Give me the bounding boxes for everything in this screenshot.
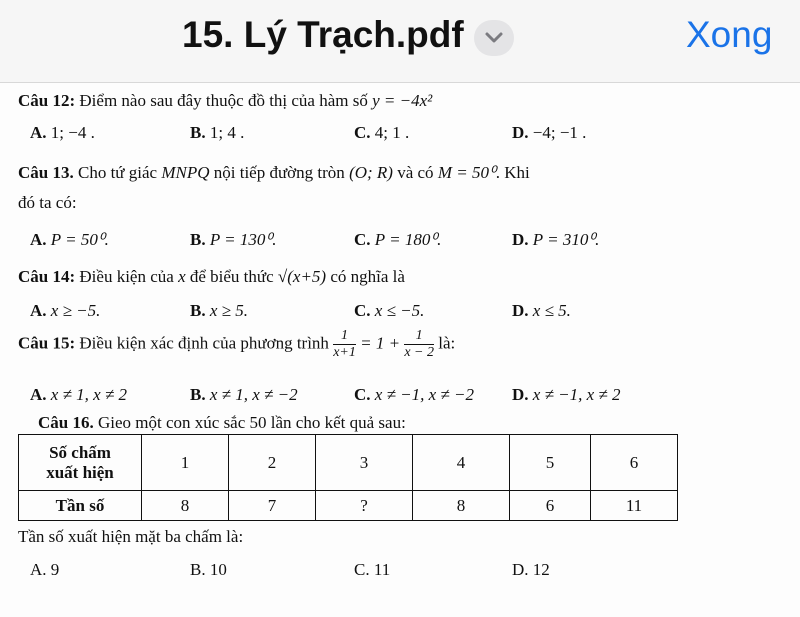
q15-fraction-1: $\frac{1}{x+1}$ [333,328,356,360]
table-cell: 7 [229,491,316,521]
table-cell: 8 [142,491,229,521]
q13-option-b: B. P = 130⁰. [190,230,277,249]
question-14: Câu 14: Điều kiện của x để biểu thức √(x+5) có nghĩa là [18,267,405,286]
chevron-down-icon [474,20,514,56]
table-cell: 5 [510,435,591,491]
table-cell: 11 [591,491,678,521]
frequency-table [18,434,678,521]
q16-question: Tần số xuất hiện mặt ba chấm là: [18,527,244,546]
table-row [19,435,678,491]
q12-label: Câu 12: [18,91,76,110]
q12-option-a: A. 1; −4 . [30,123,95,142]
question-15: Câu 15: Điều kiện xác định của phương trình $\frac{1}{x+1}$ = 1 + $\frac{1}{x - 2}$ là: [18,328,456,360]
q16-option-a: A. 9 [30,560,60,579]
q12-option-d: D. −4; −1 . [512,123,587,142]
table-cell: 6 [510,491,591,521]
q15-label: Câu 15: [18,333,76,353]
q15-option-c: C. x ≠ −1, x ≠ −2 [354,385,474,404]
q13-option-d: D. P = 310⁰. [512,230,600,249]
q14-option-c: C. x ≤ −5. [354,301,425,320]
q12-option-c: C. 4; 1 . [354,123,410,142]
table-cell: 3 [316,435,413,491]
q16-option-b: B. 10 [190,560,227,579]
done-button[interactable]: Xong [686,14,773,55]
q14-option-d: D. x ≤ 5. [512,301,571,320]
q13-line2: đó ta có: [18,193,77,212]
title-menu-button[interactable] [474,20,514,56]
q16-label: Câu 16. [38,413,94,432]
navigation-bar [0,0,800,83]
q15-option-b: B. x ≠ 1, x ≠ −2 [190,385,298,404]
table-cell: 1 [142,435,229,491]
q15-option-d: D. x ≠ −1, x ≠ 2 [512,385,621,404]
q15-option-a: A. x ≠ 1, x ≠ 2 [30,385,128,404]
question-13: Câu 13. Cho tứ giác MNPQ nội tiếp đường tròn (O; R) và có M = 50⁰. Khi [18,163,530,182]
document-title[interactable]: 15. Lý Trạch.pdf [182,14,464,55]
q12-option-b: B. 1; 4 . [190,123,245,142]
table-header-frequency: Tần số [19,491,142,521]
q15-fraction-2: $\frac{1}{x - 2}$ [404,328,434,360]
table-cell: 4 [413,435,510,491]
q12-text: Điểm nào sau đây thuộc đồ thị của hàm số [79,91,368,110]
table-cell: 8 [413,491,510,521]
table-cell: ? [316,491,413,521]
q13-option-c: C. P = 180⁰. [354,230,442,249]
table-header-faces: Số chấm xuất hiện [19,435,142,491]
table-row [19,491,678,521]
q14-option-b: B. x ≥ 5. [190,301,248,320]
question-12 [18,91,432,111]
q12-formula: y = −4x² [372,91,433,110]
q16-option-d: D. 12 [512,560,550,579]
table-cell: 2 [229,435,316,491]
q13-label: Câu 13. [18,163,74,182]
q13-option-a: A. P = 50⁰. [30,230,109,249]
table-cell: 6 [591,435,678,491]
q14-option-a: A. x ≥ −5. [30,301,101,320]
question-16: Câu 16. Gieo một con xúc sắc 50 lần cho kết quả sau: [38,413,406,432]
q14-label: Câu 14: [18,267,76,286]
q16-option-c: C. 11 [354,560,391,579]
